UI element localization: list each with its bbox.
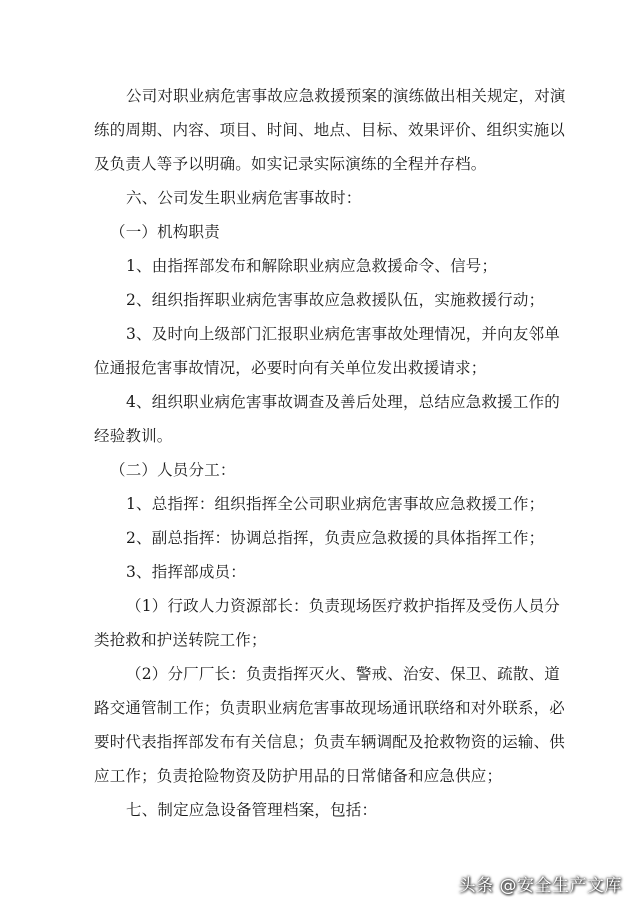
list-item-member-2 xyxy=(94,657,564,793)
list-item-duty-3 xyxy=(94,317,564,385)
paragraph-drill-rules xyxy=(94,79,564,181)
subheading-institution-duties xyxy=(94,215,564,249)
text-line: （1）行政人力资源部长：负责现场医疗救护指挥及受伤人员分 xyxy=(126,597,560,615)
text-line: 2、副总指挥：协调总指挥，负责应急救援的具体指挥工作； xyxy=(126,529,545,547)
text-line: （二）人员分工： xyxy=(110,461,236,479)
text-line: 及负责人等予以明确。如实记录实际演练的全程并存档。 xyxy=(94,155,487,173)
list-item-role-1 xyxy=(94,487,564,521)
section-heading-seven xyxy=(94,793,564,827)
subheading-staff-division xyxy=(94,453,564,487)
text-line: 2、组织指挥职业病危害事故应急救援队伍，实施救援行动； xyxy=(126,291,545,309)
text-line: 应工作；负责抢险物资及防护用品的日常储备和应急供应； xyxy=(94,767,503,785)
text-line: 1、由指挥部发布和解除职业病应急救援命令、信号； xyxy=(126,257,498,275)
list-item-duty-2 xyxy=(94,283,564,317)
text-line: 七、制定应急设备管理档案，包括： xyxy=(126,801,378,819)
text-line: 1、总指挥：组织指挥全公司职业病危害事故应急救援工作； xyxy=(126,495,545,513)
list-item-member-1 xyxy=(94,589,564,657)
text-line: 3、及时向上级部门汇报职业病危害事故处理情况，并向友邻单 xyxy=(126,325,560,343)
text-line: 3、指挥部成员： xyxy=(126,563,246,581)
text-line: 路交通管制工作；负责职业病危害事故现场通讯联络和对外联系，必 xyxy=(94,699,566,717)
list-item-role-3 xyxy=(94,555,564,589)
section-heading-six xyxy=(94,181,564,215)
watermark-label: 头条 @安全生产文库 xyxy=(458,876,622,896)
text-line: （2）分厂厂长：负责指挥灭火、警戒、治安、保卫、疏散、道 xyxy=(126,665,560,683)
text-line: 公司对职业病危害事故应急救援预案的演练做出相关规定，对演 xyxy=(126,87,566,105)
text-line: 经验教训。 xyxy=(94,427,173,445)
list-item-duty-1 xyxy=(94,249,564,283)
text-line: 位通报危害事故情况，必要时向有关单位发出救援请求； xyxy=(94,359,487,377)
text-line: 类抢救和护送转院工作； xyxy=(94,631,267,649)
text-line: 要时代表指挥部发布有关信息；负责车辆调配及抢救物资的运输、供 xyxy=(94,733,566,751)
list-item-role-2 xyxy=(94,521,564,555)
list-item-duty-4 xyxy=(94,385,564,453)
text-line: 4、组织职业病危害事故调查及善后处理，总结应急救援工作的 xyxy=(126,393,560,411)
text-line: （一）机构职责 xyxy=(110,223,220,241)
text-line: 六、公司发生职业病危害事故时： xyxy=(126,189,362,207)
text-line: 练的周期、内容、项目、时间、地点、目标、效果评价、组织实施以 xyxy=(94,121,566,139)
